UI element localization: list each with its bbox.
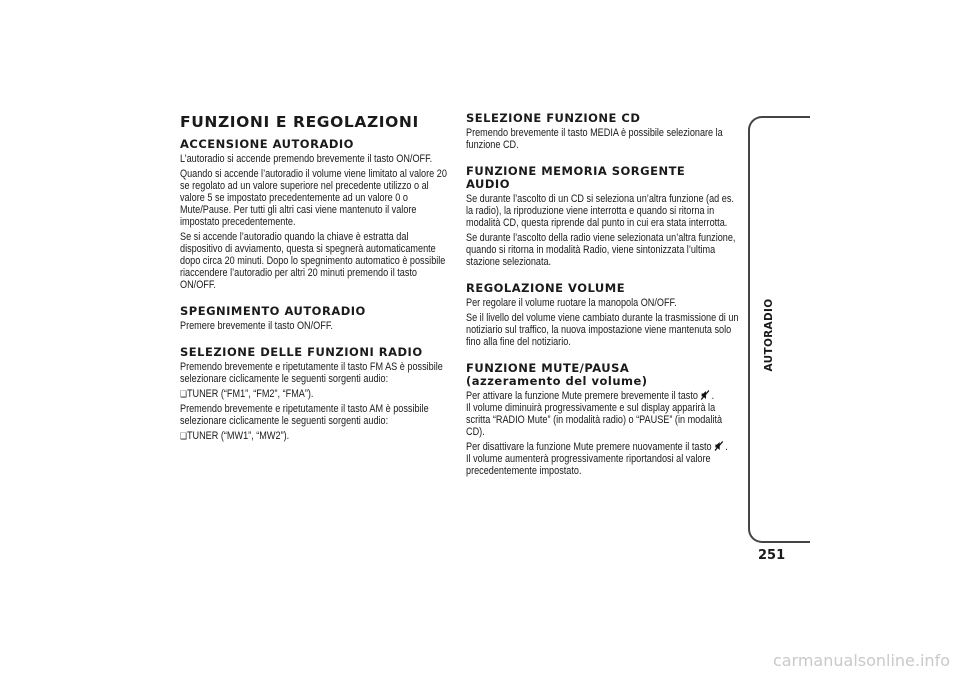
text-run: Il volume aumenterà progressivamente riportandosi al valore precedentemente impostato.	[466, 453, 711, 477]
text-run: .	[711, 390, 715, 402]
paragraph: Premendo brevemente e ripetutamente il tasto AM è possibile selezionare ciclicamente le seguenti sorgenti audio:	[180, 403, 429, 427]
bullet-item: ❑ TUNER (“MW1”, “MW2”).	[180, 430, 447, 442]
paragraph: Per regolare il volume ruotare la manopola ON/OFF.	[466, 297, 677, 309]
heading-line: FUNZIONE MEMORIA SORGENTE	[466, 164, 686, 178]
text-run: .	[725, 441, 728, 453]
heading-mute-pausa	[466, 362, 741, 388]
page-title: FUNZIONI E REGOLAZIONI	[180, 113, 419, 131]
text-run: Il volume diminuirà progressivamente e sul display apparirà la scritta “RADIO Mute” (in modalità radio) o “PAUSE” (in modalità CD).	[466, 402, 723, 438]
heading-spegnimento: SPEGNIMENTO AUTORADIO	[180, 304, 366, 318]
paragraph	[466, 390, 740, 438]
watermark: carmanualsonline.info	[772, 651, 950, 670]
text-run: Per disattivare la funzione Mute premere nuovamente il tasto	[466, 441, 712, 453]
chapter-tab-label	[754, 295, 784, 375]
heading-selezione-radio: SELEZIONE DELLE FUNZIONI RADIO	[180, 345, 423, 359]
mute-speaker-icon	[714, 441, 723, 451]
heading-memoria-sorgente	[466, 165, 741, 191]
paragraph: Premere brevemente il tasto ON/OFF.	[180, 320, 333, 332]
heading-line: FUNZIONE MUTE/PAUSA	[466, 361, 630, 375]
left-column	[180, 112, 448, 445]
mute-speaker-icon	[700, 390, 709, 400]
heading-accensione: ACCENSIONE AUTORADIO	[180, 137, 354, 151]
paragraph	[466, 441, 740, 477]
text-run: Per attivare la funzione Mute premere brevemente il tasto	[466, 390, 698, 402]
paragraph: L’autoradio si accende premendo brevemente il tasto ON/OFF.	[180, 153, 433, 165]
bullet-item: ❑ TUNER (“FM1”, “FM2”, “FMA”).	[180, 388, 447, 400]
right-column	[466, 112, 741, 480]
paragraph: Premendo brevemente il tasto MEDIA è possibile selezionare la funzione CD.	[466, 127, 723, 151]
heading-line: (azzeramento del volume)	[466, 374, 648, 388]
heading-selezione-cd: SELEZIONE FUNZIONE CD	[466, 111, 641, 125]
paragraph: Se durante l’ascolto di un CD si seleziona un’altra funzione (ad es. la radio), la riproduzione viene interrotta e quando si ritorna in modalità CD, questa riprende dal punto in cui era stata interrotta.	[466, 193, 734, 229]
paragraph: Se si accende l’autoradio quando la chiave è estratta dal dispositivo di avviamento, questa si spegnerà automaticamente dopo circa 20 minuti. Dopo lo spegnimento automatico è possibile riaccendere l’autoradio per altri 20 minuti premendo il tasto ON/OFF.	[180, 231, 446, 291]
heading-regolazione-volume: REGOLAZIONE VOLUME	[466, 281, 626, 295]
paragraph: Quando si accende l’autoradio il volume viene limitato al valore 20 se regolato ad un valore superiore nel precedente utilizzo o al valore 5 se impostato precedentemente ad un valore 0 o Mute/Pause. Per tutti gli altri casi viene mantenuto il valore impostato precedentemente.	[180, 168, 447, 228]
paragraph: Se il livello del volume viene cambiato durante la trasmissione di un notiziario sul traffico, la nuova impostazione viene mantenuta solo fino alla fine del notiziario.	[466, 312, 739, 348]
heading-line: AUDIO	[466, 177, 510, 191]
paragraph: Premendo brevemente e ripetutamente il tasto FM AS è possibile selezionare ciclicamente le seguenti sorgenti audio:	[180, 361, 443, 385]
chapter-tab-text: AUTORADIO	[763, 298, 775, 372]
paragraph: Se durante l’ascolto della radio viene selezionata un’altra funzione, quando si ritorna in modalità Radio, viene sintonizzata l’ultima stazione selezionata.	[466, 232, 736, 268]
page-number: 251	[758, 548, 786, 563]
